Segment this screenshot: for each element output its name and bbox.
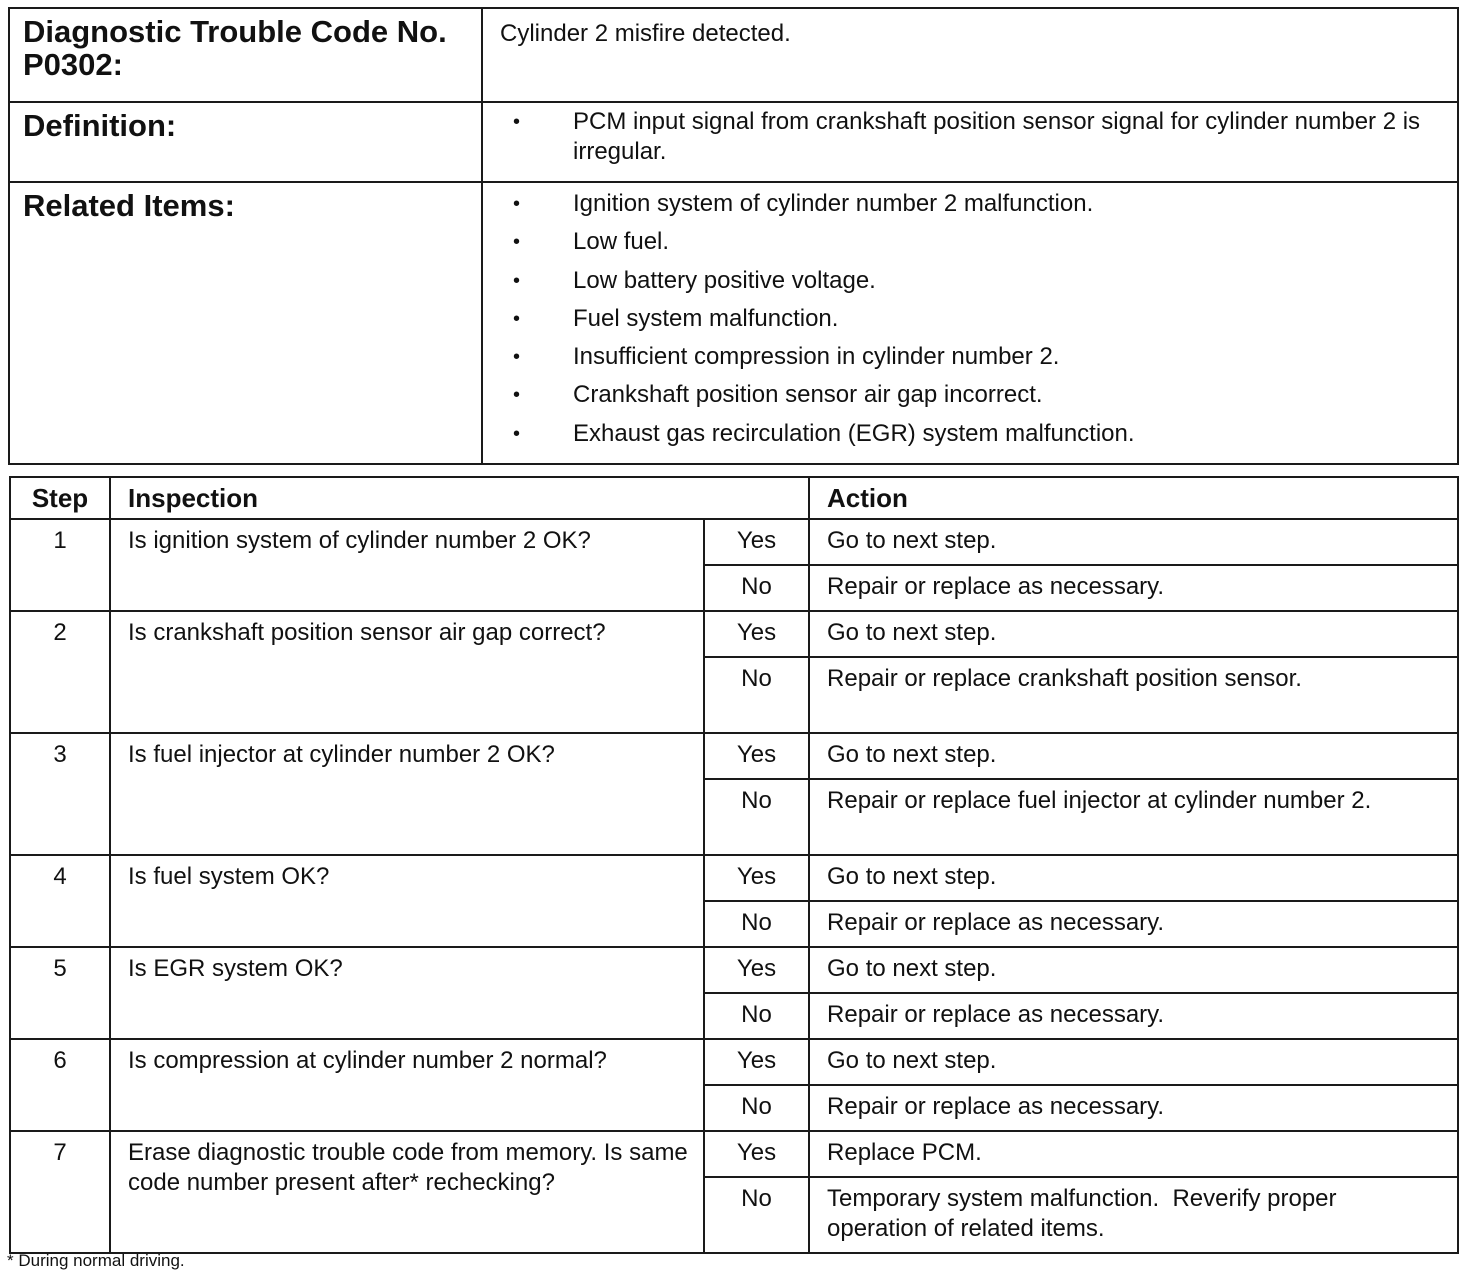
related-item-text: Ignition system of cylinder number 2 malfunction. [573,190,1094,217]
related-items-list [483,189,1457,457]
dtc-code-label: Diagnostic Trouble Code No. P0302: [9,8,482,102]
yes-label: Yes [704,1131,809,1177]
inspection-question: Is ignition system of cylinder number 2 OK? [110,519,704,611]
no-label: No [704,901,809,947]
step-number: 4 [10,855,110,947]
dtc-code-row [9,8,1458,102]
related-item [483,304,1457,342]
yes-label: Yes [704,855,809,901]
table-row [10,1039,1458,1085]
step-number: 1 [10,519,110,611]
no-action: Temporary system malfunction. Reverify proper operation of related items. [809,1177,1458,1253]
related-item-text: Low battery positive voltage. [573,266,876,294]
inspection-column-header: Inspection [110,477,809,519]
no-action: Repair or replace crankshaft position sensor. [809,657,1458,733]
inspection-question: Is crankshaft position sensor air gap correct? [110,611,704,733]
table-row [10,855,1458,901]
table-row [10,733,1458,779]
yes-action: Replace PCM. [809,1131,1458,1177]
no-label: No [704,993,809,1039]
no-action: Repair or replace as necessary. [809,901,1458,947]
yes-label: Yes [704,733,809,779]
definition-item [483,107,1457,167]
related-item-text: Fuel system malfunction. [573,304,839,332]
yes-action: Go to next step. [809,611,1458,657]
inspection-question: Erase diagnostic trouble code from memory. Is same code number present after* rechecking? [110,1131,704,1253]
yes-action: Go to next step. [809,519,1458,565]
related-items-row [9,182,1458,464]
no-label: No [704,1177,809,1253]
related-item [483,419,1457,457]
yes-label: Yes [704,1039,809,1085]
table-row [10,1131,1458,1177]
no-action: Repair or replace fuel injector at cylinder number 2. [809,779,1458,855]
bullet-icon: • [513,231,521,254]
yes-action: Go to next step. [809,1039,1458,1085]
step-column-header: Step [10,477,110,519]
inspection-question: Is EGR system OK? [110,947,704,1039]
bullet-icon: • [513,193,521,215]
no-label: No [704,657,809,733]
footnote: * During normal driving. [7,1251,185,1270]
no-label: No [704,565,809,611]
inspection-question: Is compression at cylinder number 2 normal? [110,1039,704,1131]
yes-label: Yes [704,611,809,657]
definition-row [9,102,1458,182]
step-number: 3 [10,733,110,855]
steps-header-row [10,477,1458,519]
no-action: Repair or replace as necessary. [809,565,1458,611]
step-number: 6 [10,1039,110,1131]
dtc-header-table [8,7,1459,465]
no-action: Repair or replace as necessary. [809,993,1458,1039]
bullet-icon: • [513,269,521,292]
bullet-icon: • [513,111,521,133]
related-item-text: Low fuel. [573,228,670,256]
related-items-value [482,182,1458,464]
step-number: 7 [10,1131,110,1253]
step-number: 5 [10,947,110,1039]
related-item [483,342,1457,380]
bullet-icon: • [513,307,521,330]
related-item [483,380,1457,418]
no-action: Repair or replace as necessary. [809,1085,1458,1131]
inspection-question: Is fuel injector at cylinder number 2 OK? [110,733,704,855]
definition-list [483,107,1457,167]
related-items-label: Related Items: [9,182,482,464]
dtc-code-value: Cylinder 2 misfire detected. [482,8,1458,102]
bullet-icon: • [513,384,521,407]
definition-label: Definition: [9,102,482,182]
table-row [10,611,1458,657]
bullet-icon: • [513,422,521,445]
table-row [10,947,1458,993]
yes-action: Go to next step. [809,947,1458,993]
related-item [483,227,1457,265]
inspection-steps-table [9,476,1459,1254]
yes-label: Yes [704,519,809,565]
yes-action: Go to next step. [809,733,1458,779]
related-item [483,189,1457,227]
related-item-text: Insufficient compression in cylinder number 2. [573,343,1060,371]
bullet-icon: • [513,346,521,369]
definition-value [482,102,1458,182]
no-label: No [704,779,809,855]
no-label: No [704,1085,809,1131]
table-row [10,519,1458,565]
action-column-header: Action [809,477,1458,519]
step-number: 2 [10,611,110,733]
related-item-text: Exhaust gas recirculation (EGR) system malfunction. [573,419,1135,447]
related-item-text: Crankshaft position sensor air gap incorrect. [573,381,1043,409]
yes-label: Yes [704,947,809,993]
inspection-question: Is fuel system OK? [110,855,704,947]
related-item [483,266,1457,304]
yes-action: Go to next step. [809,855,1458,901]
definition-text: PCM input signal from crankshaft position sensor signal for cylinder number 2 is irregular. [573,108,1421,165]
